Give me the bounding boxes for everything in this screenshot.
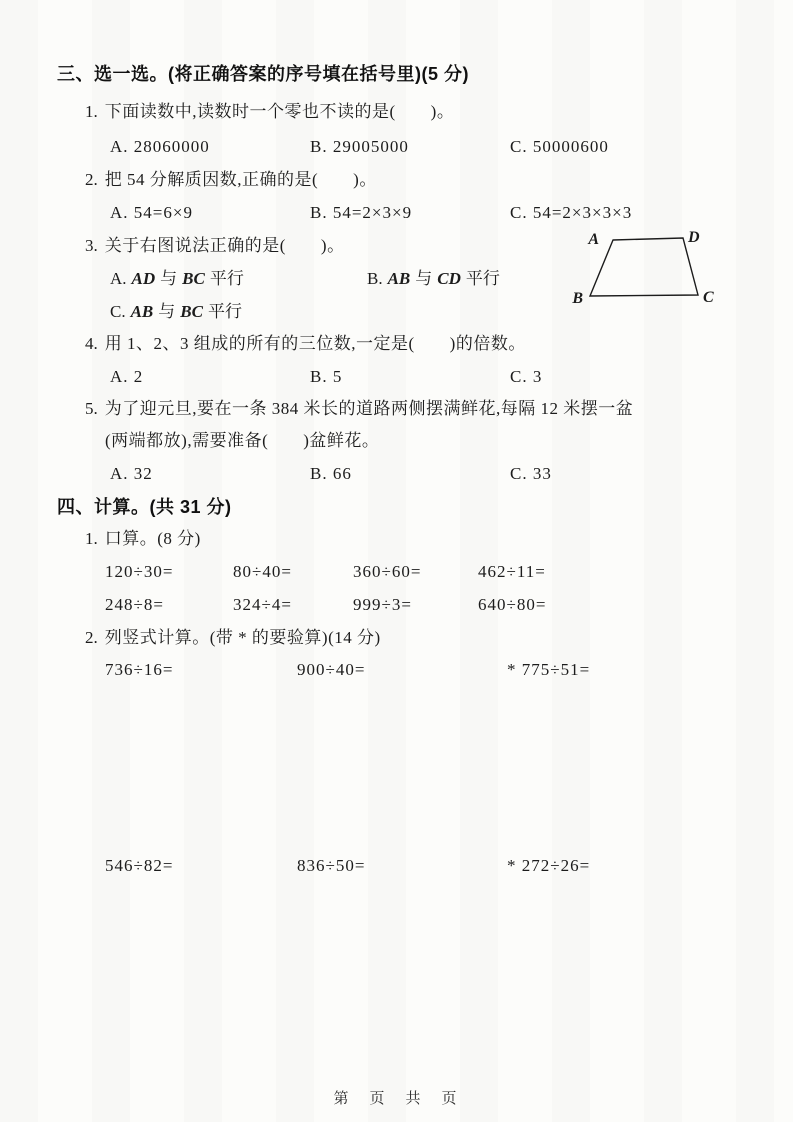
vertical-expression: * 775÷51= <box>507 660 591 679</box>
option-a <box>110 267 367 291</box>
option-b: B. 29005000 <box>310 137 409 156</box>
oral-expression: 999÷3= <box>353 595 412 614</box>
question-number: 3. <box>85 236 98 255</box>
page-footer: 第 页 共 页 <box>333 1090 460 1107</box>
question-number: 2. <box>85 170 98 189</box>
vertical-expression: 546÷82= <box>105 856 174 875</box>
question-3-3 <box>85 234 345 258</box>
vertex-label-d: D <box>688 229 700 246</box>
oral-expression: 120÷30= <box>105 562 174 581</box>
subsection-number: 1. <box>85 529 98 548</box>
option-a: A. 54=6×9 <box>110 203 193 222</box>
option-b: B. 66 <box>310 464 352 483</box>
subsection-oral-calc <box>85 527 201 551</box>
question-3-1-options <box>110 135 753 159</box>
option-c: C. 3 <box>510 367 543 386</box>
segment-math: CD <box>437 269 461 288</box>
vertex-label-b: B <box>572 290 583 307</box>
vertical-expression: 836÷50= <box>297 856 366 875</box>
oral-expression: 462÷11= <box>478 562 546 581</box>
question-text-line1: 为了迎元旦,要在一条 384 米长的道路两侧摆满鲜花,每隔 12 米摆一盆 <box>104 399 634 418</box>
vertical-calc-row-1 <box>105 658 753 682</box>
trapezoid-figure <box>565 220 733 316</box>
oral-expression: 80÷40= <box>233 562 292 581</box>
option-a: A. 2 <box>110 367 144 386</box>
question-3-4 <box>85 332 526 356</box>
vertical-calc-row-2 <box>105 854 753 878</box>
trapezoid-svg <box>565 220 733 316</box>
question-3-5-line2: (两端都放),需要准备( )盆鲜花。 <box>105 431 380 450</box>
option-b <box>367 267 553 291</box>
option-a: A. 32 <box>110 464 153 483</box>
subsection-vertical-calc <box>85 626 381 650</box>
subsection-text: 口算。(8 分) <box>104 529 201 548</box>
segment-math: AB <box>387 269 411 288</box>
question-3-5-options <box>110 462 753 486</box>
option-c: C. 50000600 <box>510 137 609 156</box>
segment-text: 平行 <box>465 269 500 288</box>
question-number: 5. <box>85 399 98 418</box>
option-label: C. <box>110 302 126 321</box>
oral-expression: 248÷8= <box>105 595 164 614</box>
segment-math: AB <box>130 302 154 321</box>
option-a: A. 28060000 <box>110 137 210 156</box>
vertical-expression: 900÷40= <box>297 660 366 679</box>
vertical-expression: * 272÷26= <box>507 856 591 875</box>
trapezoid-shape <box>590 238 698 296</box>
vertical-expression: 736÷16= <box>105 660 174 679</box>
oral-expression: 324÷4= <box>233 595 292 614</box>
option-label: B. <box>367 269 383 288</box>
subsection-text: 列竖式计算。(带 * 的要验算)(14 分) <box>104 628 381 647</box>
question-number: 4. <box>85 334 98 353</box>
vertex-label-a: A <box>588 231 599 248</box>
oral-calc-row-1 <box>105 560 753 584</box>
question-3-3-option-c <box>110 300 242 324</box>
segment-text: 平行 <box>207 302 242 321</box>
oral-expression: 640÷80= <box>478 595 547 614</box>
oral-calc-row-2 <box>105 593 753 617</box>
question-text: 下面读数中,读数时一个零也不读的是( )。 <box>104 102 455 121</box>
segment-math: BC <box>180 302 203 321</box>
option-c <box>110 302 242 321</box>
subsection-number: 2. <box>85 628 98 647</box>
option-b: B. 5 <box>310 367 343 386</box>
question-3-4-options <box>110 365 753 389</box>
segment-text: 与 <box>160 269 178 288</box>
segment-text: 与 <box>415 269 433 288</box>
option-c: C. 33 <box>510 464 552 483</box>
option-label: A. <box>110 269 127 288</box>
question-3-2 <box>85 168 377 192</box>
question-text: 用 1、2、3 组成的所有的三位数,一定是( )的倍数。 <box>104 334 526 353</box>
question-3-1 <box>85 100 454 124</box>
question-3-5 <box>85 397 633 421</box>
segment-math: AD <box>131 269 156 288</box>
segment-text: 与 <box>158 302 176 321</box>
section-3-heading: 三、选一选。(将正确答案的序号填在括号里)(5 分) <box>57 64 469 84</box>
oral-expression: 360÷60= <box>353 562 422 581</box>
question-text: 把 54 分解质因数,正确的是( )。 <box>104 170 377 189</box>
segment-math: BC <box>182 269 205 288</box>
section-4-heading: 四、计算。(共 31 分) <box>57 497 232 517</box>
segment-text: 平行 <box>209 269 244 288</box>
option-b: B. 54=2×3×9 <box>310 203 413 222</box>
question-text: 关于右图说法正确的是( )。 <box>104 236 345 255</box>
question-number: 1. <box>85 102 98 121</box>
option-c: C. 54=2×3×3×3 <box>510 203 633 222</box>
vertex-label-c: C <box>703 289 714 306</box>
question-3-3-options-ab <box>110 267 553 291</box>
